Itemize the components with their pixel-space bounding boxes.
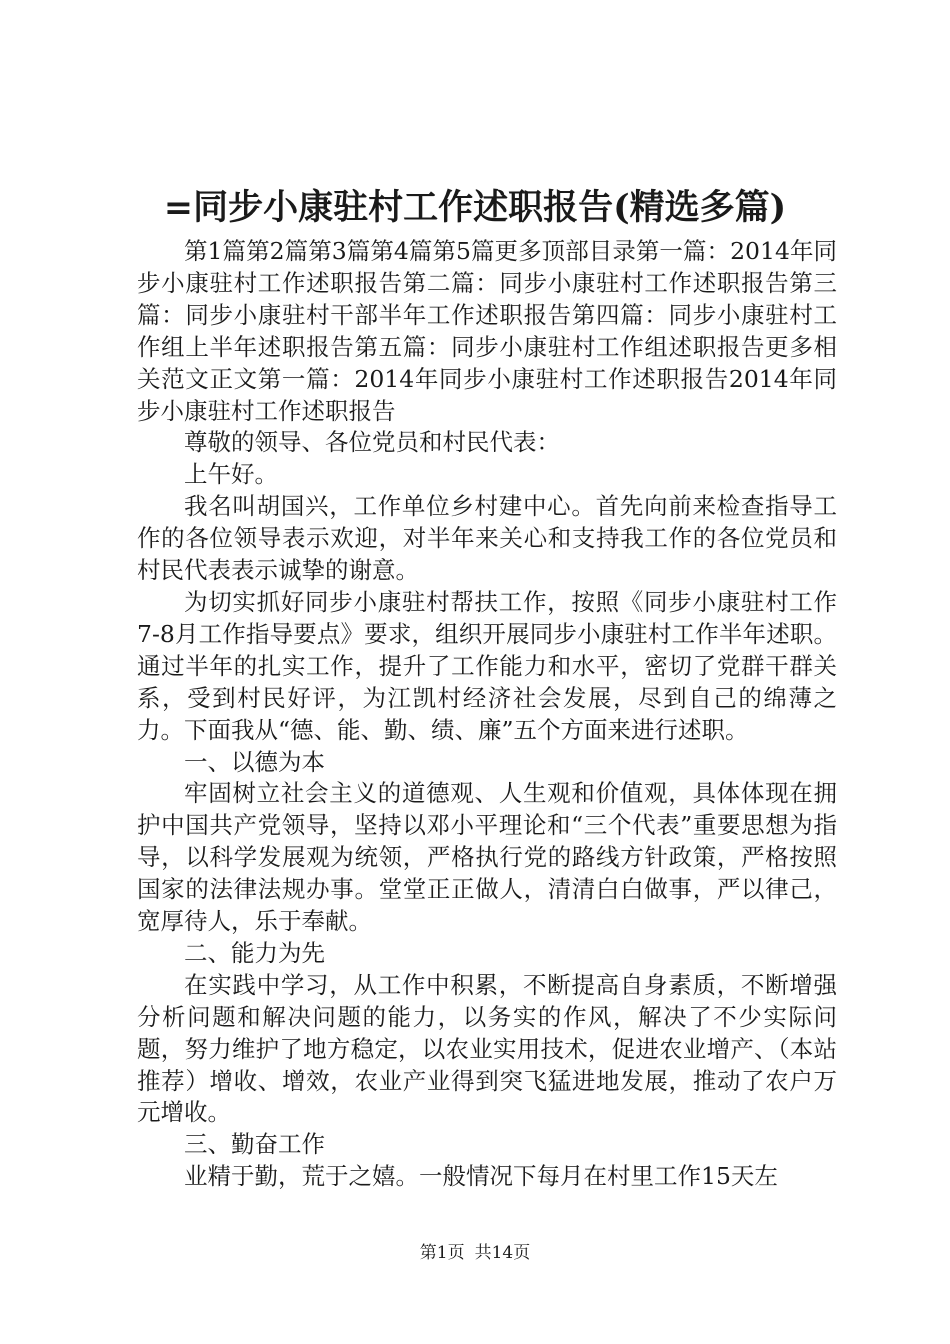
document-title: =同步小康驻村工作述职报告(精选多篇) xyxy=(163,187,787,228)
paragraph-ability: 在实践中学习，从工作中积累，不断提高自身素质，不断增强分析问题和解决问题的能力，以务实的作风，解决了不少实际问题，努力维护了地方稳定，以农业实用技术，促进农业增产、（本站推荐）增收、增效，农业产业得到突飞猛进地发展，推动了农户万元增收。 xyxy=(137,970,837,1127)
page-number-current: 第1页 xyxy=(419,1243,465,1263)
paragraph-virtue: 牢固树立社会主义的道德观、人生观和价值观，具体体现在拥护中国共产党领导，坚持以邓小平理论和“三个代表”重要思想为指导，以科学发展观为统领，严格执行党的路线方针政策，严格按照国家的法律法规办事。堂堂正正做人，清清白白做事，严以律己，宽厚待人，乐于奉献。 xyxy=(137,779,837,936)
paragraph-salutation: 尊敬的领导、各位党员和村民代表： xyxy=(184,428,560,457)
paragraph-diligence: 业精于勤，荒于之嬉。一般情况下每月在村里工作15天左 xyxy=(184,1162,778,1191)
page-footer xyxy=(0,1242,950,1264)
document-body xyxy=(137,236,837,1193)
section-heading-virtue: 一、以德为本 xyxy=(184,747,325,776)
paragraph-overview: 为切实抓好同步小康驻村帮扶工作，按照《同步小康驻村工作7-8月工作指导要点》要求，组织开展同步小康驻村工作半年述职。通过半年的扎实工作，提升了工作能力和水平，密切了党群干群关系，受到村民好评，为江凯村经济社会发展，尽到自己的绵薄之力。下面我从“德、能、勤、绩、廉”五个方面来进行述职。 xyxy=(137,587,837,744)
paragraph-greeting: 上午好。 xyxy=(184,460,278,489)
paragraph-table-of-contents: 第1篇第2篇第3篇第4篇第5篇更多顶部目录第一篇：2014年同步小康驻村工作述职报告第二篇：同步小康驻村工作述职报告第三篇：同步小康驻村干部半年工作述职报告第四篇：同步小康驻村工作组上半年述职报告第五篇：同步小康驻村工作组述职报告更多相关范文正文第一篇：2014年同步小康驻村工作述职报告2014年同步小康驻村工作述职报告 xyxy=(137,237,837,425)
section-heading-ability: 二、能力为先 xyxy=(184,938,325,967)
page-number-total: 共14页 xyxy=(474,1243,531,1263)
paragraph-introduction: 我名叫胡国兴，工作单位乡村建中心。首先向前来检查指导工作的各位领导表示欢迎，对半年来关心和支持我工作的各位党员和村民代表表示诚挚的谢意。 xyxy=(137,492,837,585)
section-heading-diligence: 三、勤奋工作 xyxy=(184,1130,325,1159)
